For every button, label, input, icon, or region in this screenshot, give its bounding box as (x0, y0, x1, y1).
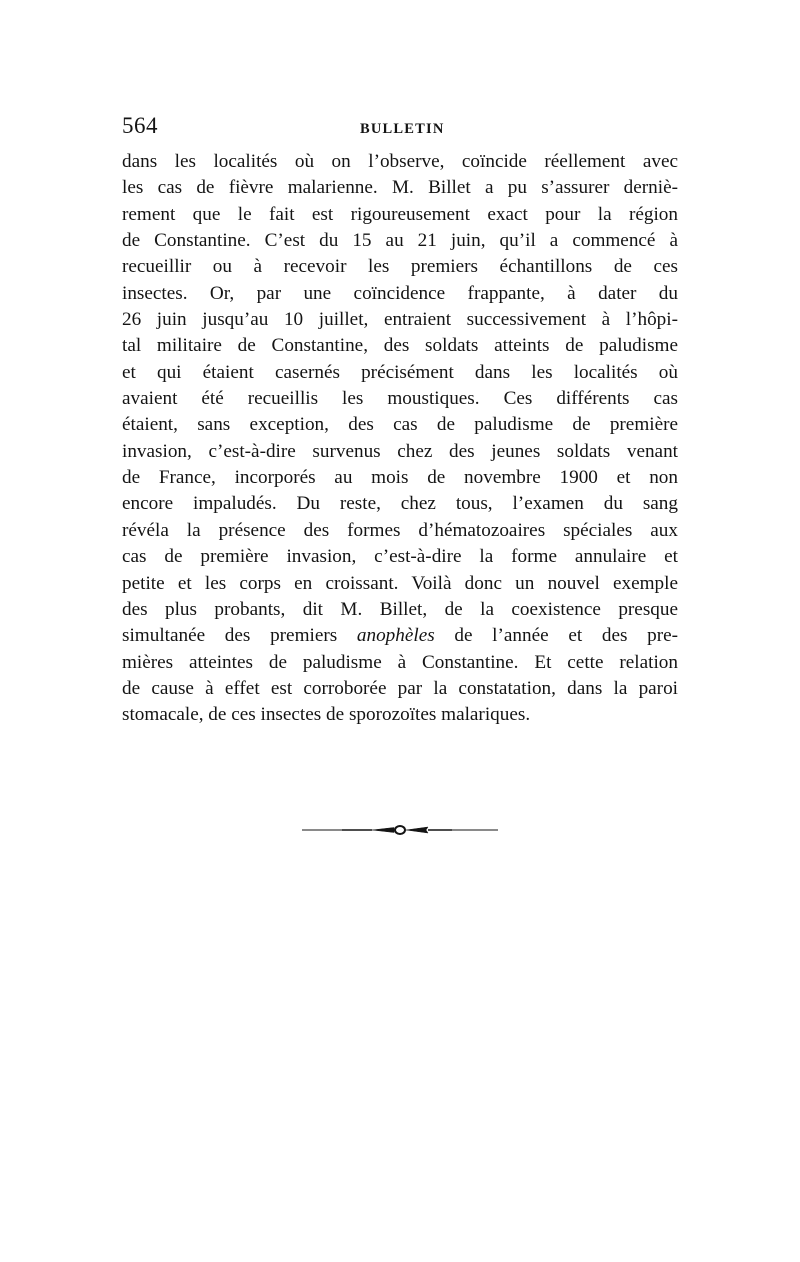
text-line: insectes. Or, par une coïncidence frappante, à dater du (122, 282, 678, 304)
italic-term: anophèles (356, 625, 435, 647)
section-end-fleuron-icon (302, 822, 498, 838)
text-line: avaient été recueillis les moustiques. Ces différents cas (122, 388, 678, 410)
text-line: de cause à effet est corroborée par la constatation, dans la paroi (122, 677, 678, 699)
text-line: rement que le fait est rigoureusement exact pour la région (122, 203, 678, 225)
text-line: des plus probants, dit M. Billet, de la coexistence presque (122, 598, 678, 620)
text-line: étaient, sans exception, des cas de paludisme de première (122, 414, 678, 436)
text-line: 26 juin jusqu’au 10 juillet, entraient successivement à l’hôpi- (122, 309, 678, 331)
text-line: tal militaire de Constantine, des soldats atteints de paludisme (122, 335, 678, 357)
text-line: petite et les corps en croissant. Voilà donc un nouvel exemple (122, 572, 678, 594)
text-line: stomacale, de ces insectes de sporozoïtes malariques. (122, 704, 531, 726)
text-line: révéla la présence des formes d’hématozoaires spéciales aux (122, 519, 678, 541)
body-paragraph (122, 149, 678, 729)
page-number: 564 (122, 113, 158, 138)
text-line: recueillir ou à recevoir les premiers échantillons de ces (122, 256, 678, 278)
text-line: de Constantine. C’est du 15 au 21 juin, qu’il a commencé à (122, 230, 678, 252)
text-line: encore impaludés. Du reste, chez tous, l’examen du sang (122, 493, 678, 515)
text-segment: simultanée des premiers (122, 625, 357, 647)
text-line (122, 623, 678, 649)
text-line: cas de première invasion, c’est-à-dire la forme annulaire et (122, 546, 678, 568)
text-line: invasion, c’est-à-dire survenus chez des jeunes soldats venant (122, 440, 678, 462)
text-line: et qui étaient casernés précisément dans les localités où (122, 361, 678, 383)
text-line: les cas de fièvre malarienne. M. Billet a pu s’assurer derniè- (122, 177, 678, 199)
text-line: mières atteintes de paludisme à Constantine. Et cette relation (122, 651, 678, 673)
text-line: de France, incorporés au mois de novembre 1900 et non (122, 467, 678, 489)
text-line: dans les localités où on l’observe, coïncide réellement avec (122, 151, 678, 172)
running-head: BULLETIN (360, 121, 445, 137)
text-segment: de l’année et des pre- (434, 625, 679, 647)
